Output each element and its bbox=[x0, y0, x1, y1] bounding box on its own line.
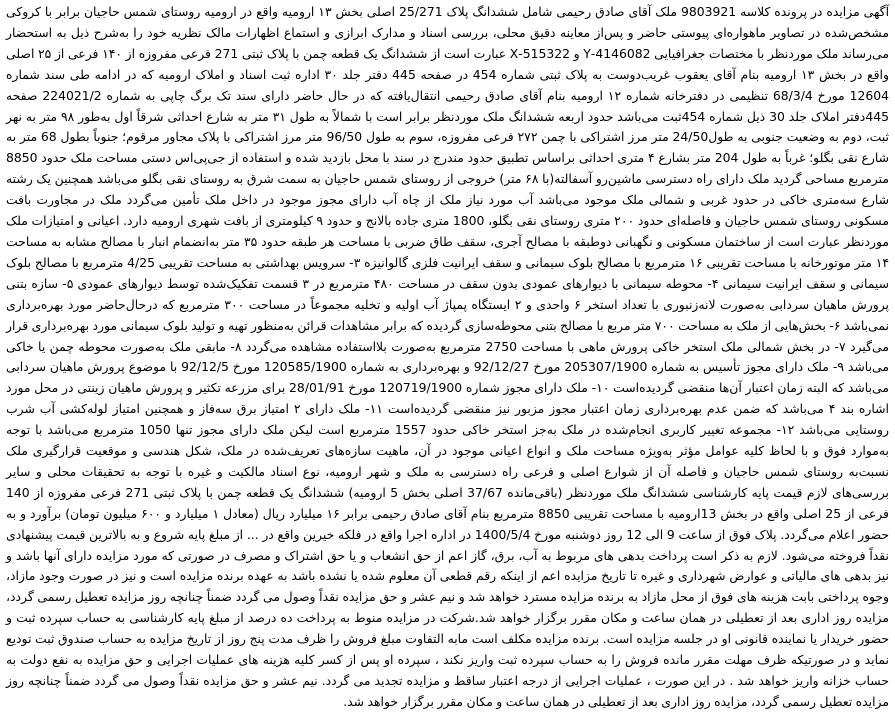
notice-body-text: آگهی مزایده در پرونده کلاسه 9803921 ملک آقای صادق رحیمی شامل ششدانگ پلاک 25/271 اصلی بخش ۱۳ ارومیه واقع در ارومیه روستای شمس حاجیان برابر با کروکی مشخص‌شده در تصاویر ماهواره‌ای پیوستی حاضر و پس‌از معاینه دقیق محلی، بررسی اسناد و مدارک ابرازی و استماع اظهارات مالک نظریه خود را به‌شرح ذیل به استحضار می‌رساند ملک موردنظر با مختصات جغرافیایی 4146082-Y و 515322-X عبارت است از ششدانگ یک قطعه چمن با پلاک ثبتی 271 فرعی مفروزه از ۱۴۰ فرعی از ۲۵ اصلی واقع در بخش ۱۳ ارومیه بنام آقای یعقوب غریب‌دوست به پلاک ثبتی شماره 454 در صفحه 445 دفتر جلد ۳۰ اداره ثبت اسناد و املاک ارومیه که در ادامه طی سند شماره 12604 مورخ 68/3/4 تنظیمی در دفترخانه شماره ۱۲ ارومیه بنام آقای صادق رحیمی انتقال‌یافته که در حال حاضر دارای سند تک برگ چاپی به شماره 224021/2 صفحه 445دفتر املاک جلد 30 ذیل شماره 454ثبت می‌باشد حدود اربعه ششدانگ ملک موردنظر برابر است با شمالاً به طول ۳۱ متر به شارع احداثی شرقاً اول به‌طور ۹۸ متر به نهر ثبت، دوم به وضعیت جنوبی به طول24/50 متر مرز اشتراکی با چمن ۲۷۲ فرعی مفروزه، سوم به طول 96/50 متر مرز اشتراکی با پلاک مجاور مرقوم؛ جنوباً بطول 68 متر به شارع نقی بگلو؛ غرباً به طول 204 متر بشارع ۴ متری احداثی براساس تطبیق حدود مندرج در سند با محل بازدید شده و استفاده از جی‌پی‌اس دستی مساحت ملک حدود 8850 مترمربع مساحی گردید ملک دارای راه دسترسی ماشین‌رو آسفالته(با ۶۸ متر) خروجی از روستای شمس حاجیان به سمت شرق به روستای نقی بگلو می‌باشد همچنین یک رشته شارع سه‌متری خاکی در حدود غربی و شمالی ملک موجود می‌باشد آب مورد نیاز ملک از چاه آب دارای مجوز موجود در داخل ملک تأمین می‌گردد ملک در مجاورت بافت مسکونی روستای شمس حاجیان و فاصله‌ای حدود ۲۰۰ متری روستای نقی بگلو، 1800 متری جاده بالانج و حدود ۹ کیلومتری از بافت شهری ارومیه دارد. اعیانی و امتیازات ملک موردنظر عبارت است از ساختمان مسکونی و نگهبانی دوطبقه با مصالح آجری، سقف طاق ضربی با مساحت هر طبقه حدود ۳۵ متر به‌انضمام انبار با مصالح مشابه به مساحت ۱۴ متر موتورخانه با مساحت تقریبی ۱۶ مترمربع با مصالح بلوک سیمانی و سقف ایرانیت فلزی گالوانیزه ۳- سرویس بهداشتی به مساحت تقریبی 4/25 مترمربع با مصالح بلوک سیمانی و سقف ایرانیت سیمانی ۴- محوطه سیمانی با دیوارهای عمودی بدون سقف در مساحت ۴۸۰ مترمربع در ۳ قسمت تفکیک‌شده توسط دیوارهای عمودی ۵- سازه بتنی پرورش ماهیان سردابی به‌صورت لانه‌زنبوری با تعداد استخر ۶ واحدی و ۲ ایستگاه پمپاژ آب اولیه و تخلیه مجموعاً در مساحت ۳۰۰ مترمربع که درحال‌حاضر مورد بهره‌برداری نمی‌باشد ۶- بخش‌هایی از ملک به مساحت ۷۰۰ متر مربع با مصالح بتنی محوطه‌سازی گردیده که برابر مشاهدات قرائن به‌منظور تهیه و تولید بلوک سیمانی مورد بهره‌برداری قرار می‌گیرد ۷- در بخش شمالی ملک استخر خاکی پرورش ماهی با مساحت 2750 مترمربع به‌صورت بلااستفاده مشاهده می‌گردد ۸- مابقی ملک به‌صورت محوطه چمن یا خاکی می‌باشد ۹- ملک دارای مجوز تأسیس به شماره 205307/1900 مورخ 92/12/27 و بهره‌برداری به شماره 120585/1900 مورخ 92/12/5 با موضوع پرورش ماهیان سردابی می‌باشد که البته زمان اعتبار آن‌ها منقضی گردیده‌است ۱۰- ملک دارای مجوز شماره 120719/1900 مورخ 28/01/91 برای مزرعه تکثیر و پرورش ماهیان زینتی در محل مورد اشاره بند ۴ می‌باشد که ضمن عدم بهره‌برداری زمان اعتبار مجوز مزبور نیز منقضی گردیده‌است ۱۱- ملک دارای ۲ امتیاز برق سه‌فاز و همچنین امتیاز لوله‌کشی آب شرب روستایی می‌باشد ۱۲- مجموعه تغییر کاربری انجام‌شده در ملک به‌جز استخر خاکی حدود 1557 مترمربع است لیکن ملک دارای مجوز تنها 1050 مترمربع می‌باشد با توجه به‌موارد فوق و با لحاظ کلیه عوامل مؤثر به‌ویژه مساحت ملک و انواع اعیانی موجود در آن، ماهیت سازه‌های تعریف‌شده در ملک، شکل هندسی و موقعیت قرارگیری ملک نسبت‌به روستای شمس حاجیان و فاصله آن از شوارع اصلی و فرعی راه دسترسی به ملک و شهر ارومیه، نوع اسناد مالکیت و غیره با توجه به تحقیقات محلی و سایر بررسی‌های لازم قیمت پایه کارشناسی ششدانگ ملک موردنظر (باقی‌مانده 37/67 اصلی بخش 5 ارومیه) ششدانگ یک قطعه چمن با پلاک ثبتی 271 فرعی مفروزه از 140 فرعی از 25 اصلی واقع در بخش 13ارومیه با مساحت تقریبی 8850 مترمربع بنام آقای صادق رحیمی برابر ۱۶ میلیارد ریال (معادل ۱ میلیارد و ۶۰۰ میلیون تومان) برآورد و به حضور اعلام می‌گردد. پلاک فوق از ساعت 9 الی 12 روز دوشنبه مورخ 1400/5/4 در اداره اجرا واقع در فلکه خیرین واقع در ... از مبلغ پایه شروع و به بالاترین قیمت پیشنهادی نقداً فروخته می‌شود. لازم به ذکر است پرداخت بدهی های مربوط به آب، برق، گاز اعم از حق انشعاب و یا حق اشتراک و مصرف در صورتی که مورد مزایده دارای آنها باشد و نیز بدهی های مالیاتی و عوارض شهرداری و غیره تا تاریخ مزایده اعم از اینکه رقم قطعی آن معلوم شده یا نشده باشد به عهده برنده مزایده است و نیز در صورت وجود مازاد، وجوه پرداختی بابت هزینه های فوق از محل مازاد به برنده مزایده مسترد خواهد شد و نیم عشر و حق مزایده نقداً وصول می گردد ضمناً چنانچه روز مزایده تعطیل رسمی گردد، مزایده روز اداری بعد از تعطیلی در همان ساعت و مکان مقرر برگزار خواهد شد.شرکت در مزایده منوط به پرداخت ده درصد از مبلغ پایه کارشناسی به حساب سپرده ثبت و حضور خریدار یا نماینده قانونی او در جلسه مزایده است. برنده مزایده مکلف است مابه التفاوت مبلغ فروش را ظرف مدت پنج روز از تاریخ مزایده به حساب صندوق ثبت تودیع نماید و در صورتیکه ظرف مهلت مقرر مانده فروش را به حساب سپرده ثبت واریز نکند ، سپرده او پس از کسر کلیه هزینه های عملیات اجرایی و حق مزایده به نفع دولت به حساب خزانه واریز خواهد شد . در این صورت ، عملیات اجرایی از درجه اعتبار ساقط و مزایده تجدید می گردد. نیم عشر و حق مزایده نقداً وصول می گردد ضمناً چنانچه روز مزایده تعطیل رسمی گردد، مزایده روز اداری بعد از تعطیلی در همان ساعت و مکان مقرر برگزار خواهد شد. bbox=[6, 4, 890, 709]
